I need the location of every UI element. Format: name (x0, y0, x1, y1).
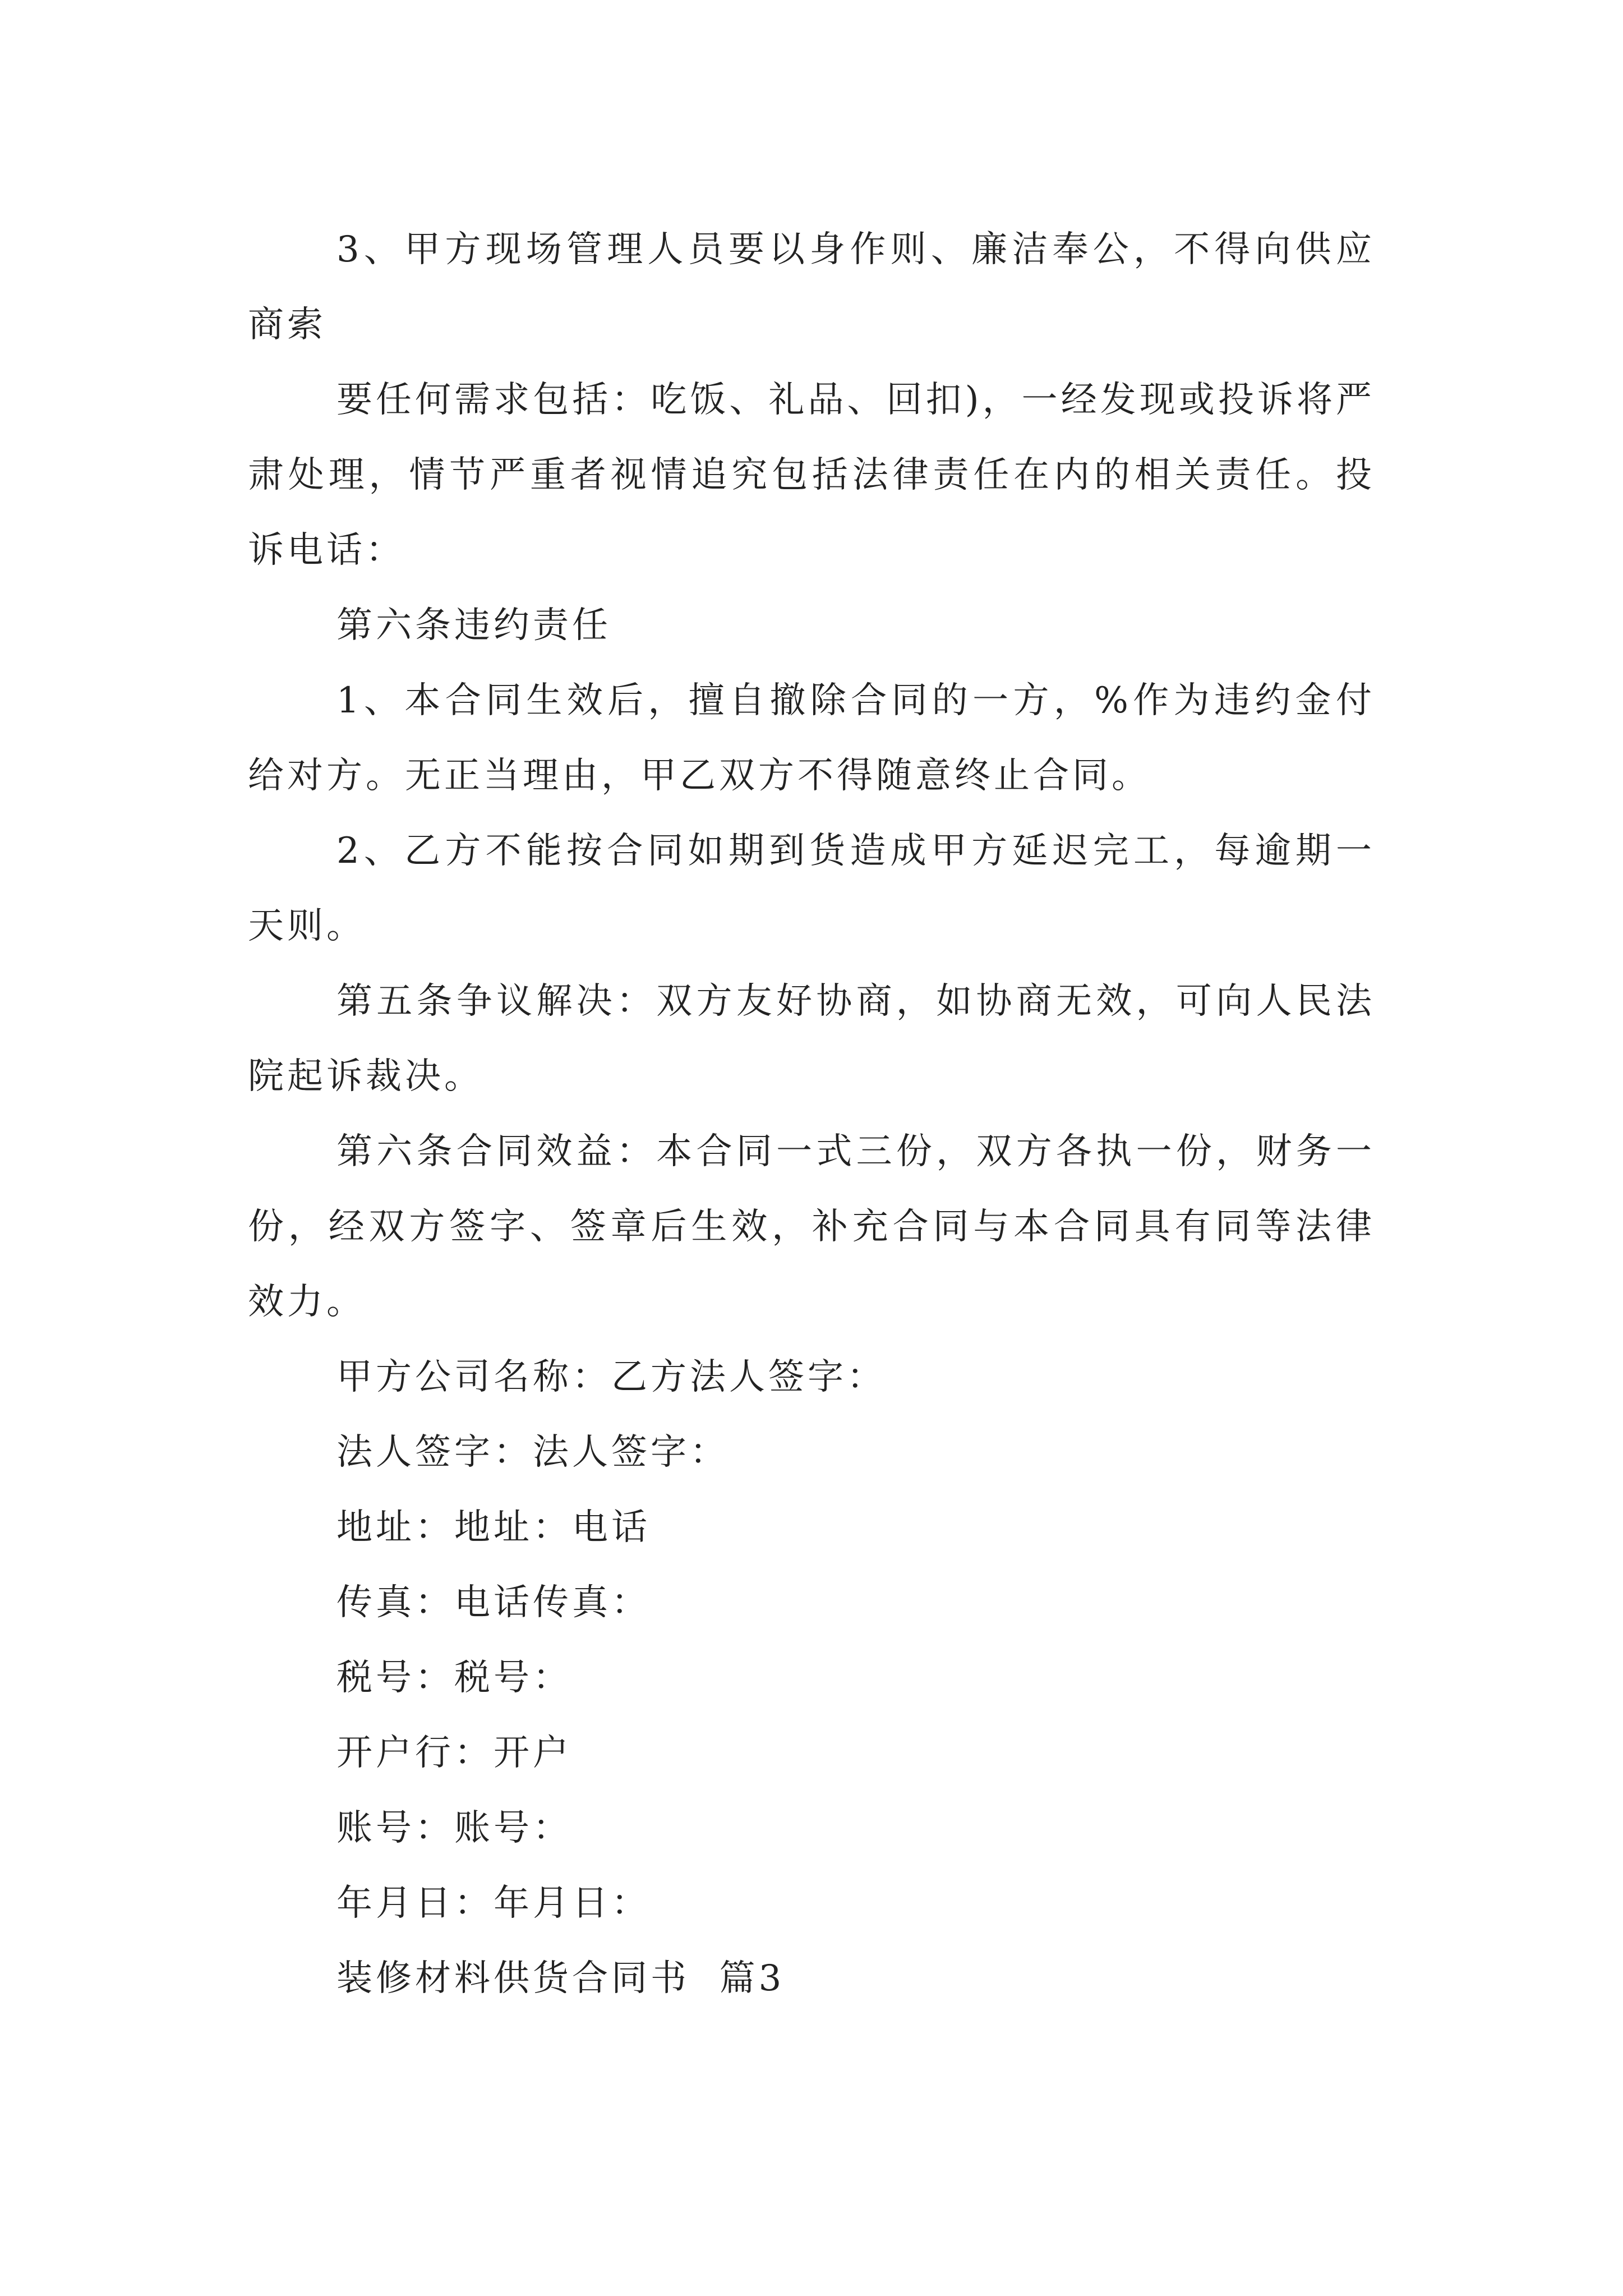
signature-bank-line: 开户行：开户 (336, 1732, 572, 1774)
signature-company-name-line: 甲方公司名称：乙方法人签字： (336, 1356, 886, 1398)
paragraph-clause-3: 3、甲方现场管理人员要以身作则、廉洁奉公，不得向供应商索 (248, 229, 1375, 346)
paragraph-dispute-resolution: 第五条争议解决：双方友好协商，如协商无效，可向人民法院起诉裁决。 (248, 981, 1375, 1097)
paragraph-clause-3-continued: 要任何需求包括：吃饭、礼品、回扣)，一经发现或投诉将严肃处理，情节严重者视情追究包括法律责任在内的相关责任。投诉电话： (248, 379, 1375, 571)
section-heading-breach-liability: 第六条违约责任 (336, 605, 611, 646)
document-body (248, 212, 1375, 2016)
signature-account-line: 账号：账号： (336, 1807, 572, 1849)
paragraph-contract-effect: 第六条合同效益：本合同一式三份，双方各执一份，财务一份，经双方签字、签章后生效，补充合同与本合同具有同等法律效力。 (248, 1131, 1375, 1323)
signature-legal-rep-line: 法人签字：法人签字： (336, 1432, 729, 1473)
signature-tax-id-line: 税号：税号： (336, 1657, 572, 1699)
paragraph-breach-1: 1、本合同生效后，擅自撤除合同的一方，%作为违约金付给对方。无正当理由，甲乙双方不得随意终止合同。 (248, 680, 1375, 797)
signature-address-line: 地址：地址：电话 (336, 1507, 651, 1548)
signature-date-line: 年月日：年月日： (336, 1883, 651, 1924)
signature-fax-line: 传真：电话传真： (336, 1582, 651, 1623)
paragraph-breach-2: 2、乙方不能按合同如期到货造成甲方延迟完工，每逾期一天则。 (248, 830, 1375, 947)
section-title-part-3: 装修材料供货合同书 篇3 (336, 1958, 785, 1999)
